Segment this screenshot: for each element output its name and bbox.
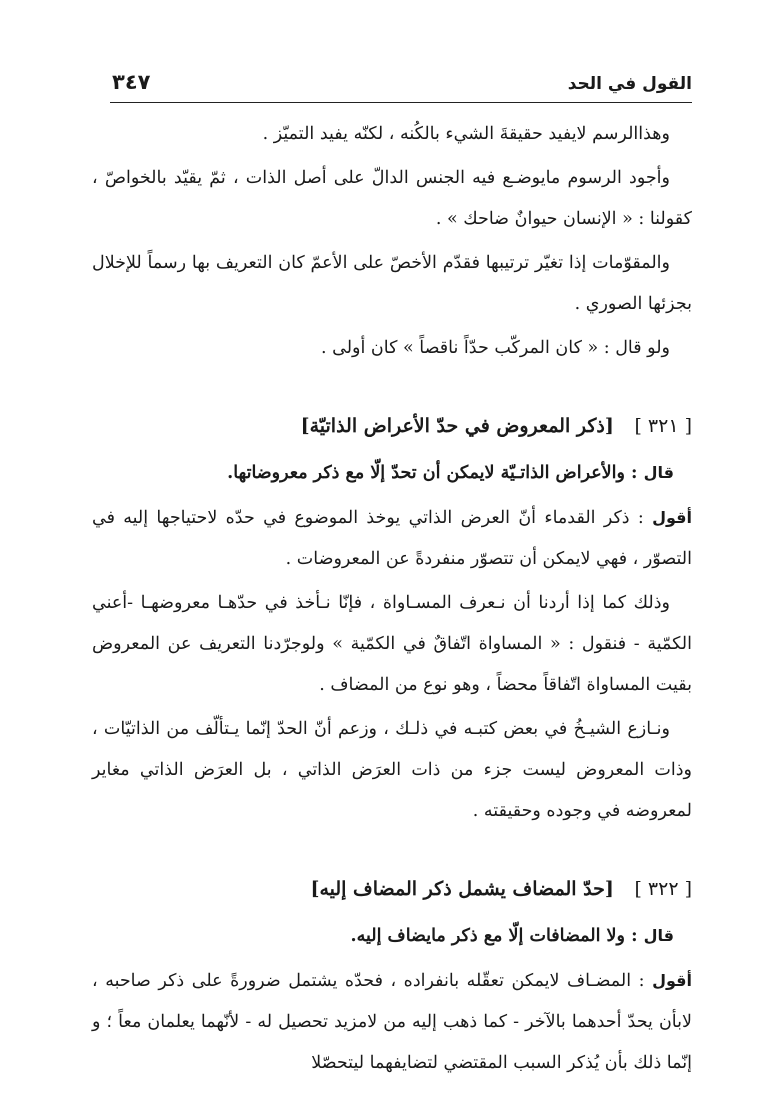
section-title: [حدّ المضاف يشمل ذكر المضاف إليه] <box>310 878 614 900</box>
section-number: [ ٣٢١ ] <box>634 415 692 437</box>
aqulu-paragraph <box>92 960 692 1084</box>
aqulu-keyword: أقول <box>652 971 692 990</box>
qala-line <box>92 915 692 957</box>
qala-text: : ولا المضافات إلّا مع ذكر مايضاف إليه. <box>350 926 638 946</box>
paragraph: وهذاالرسم لايفيد حقيقةَ الشيء بالكُنه ، لكنّه يفيد التميّز . <box>262 124 670 144</box>
paragraph: وذلك كما إذا أردنا أن نـعرف المسـاواة ، فإنّا نـأخذ في حدّهـا معروضهـا -أعني الكمّية - فنقول : « المساواة اتّفاقٌ في الكمّية » ولوجرّدنا التعريف عن المعروض بقيت المساواة اتّفاقاً محضاً ، وهو نوع من المضاف . <box>92 593 692 695</box>
paragraph: وأجود الرسوم مايوضـع فيه الجنس الدالّ على أصل الذات ، ثمّ يقيّد بالخواصّ ، كقولنا : « الإنسان حيوانٌ ضاحك » . <box>92 168 692 229</box>
paragraph: ولو قال : « كان المركّب حدّاً ناقصاً » كان أولى . <box>321 338 670 358</box>
section-heading-322 <box>92 867 692 911</box>
spacer <box>92 835 692 845</box>
aqulu-text: : ذكر القدماء أنّ العرض الذاتي يوخذ الموضوع في حدّه لاحتياجها إليه في التصوّر ، فهي لايمكن أن تتصوّر منفردةً عن المعروضات . <box>92 508 692 569</box>
qala-keyword: قال <box>643 463 674 482</box>
spacer <box>92 372 692 382</box>
aqulu-paragraph <box>92 497 692 580</box>
qala-line <box>92 452 692 494</box>
section-number: [ ٣٢٢ ] <box>634 878 692 900</box>
body-text <box>92 114 692 1087</box>
paragraph: ونـازع الشيـخُ في بعض كتبـه في ذلـك ، وزعم أنّ الحدّ إنّما يـتألّف من الذاتيّات ، وذات المعروض ليست جزء من ذات العرَض الذاتي ، بل العرَض الذاتي مغاير لمعروضه في وجوده وحقيقته . <box>92 719 692 821</box>
qala-keyword: قال <box>643 926 674 945</box>
qala-text: : والأعراض الذاتـيّة لايمكن أن تحدّ إلّا مع ذكر معروضاتها. <box>227 463 638 483</box>
page-number: ٣٤٧ <box>112 70 151 94</box>
running-title: القول في الحد <box>567 74 692 94</box>
aqulu-keyword: أقول <box>652 508 692 527</box>
running-header <box>110 68 692 103</box>
section-title: [ذكر المعروض في حدّ الأعراض الذاتيّة] <box>300 415 614 437</box>
paragraph: والمقوّمات إذا تغيّر ترتيبها فقدّم الأخصّ على الأعمّ كان التعريف بها رسماً للإخلال بجزئها الصوري . <box>92 253 692 314</box>
aqulu-text: : المضـاف لايمكن تعقّله بانفراده ، فحدّه يشتمل ضرورةً على ذكر صاحبه ، لابأن يحدّ أحدهما بالآخر - كما ذهب إليه من لامزيد تحصيل له - لأنّهما يعلمان معاً ؛ و إنّما ذلك بأن يُذكر السبب المقتضي لتضايفهما ليتحصّلا <box>92 971 692 1073</box>
section-heading-321 <box>92 404 692 448</box>
